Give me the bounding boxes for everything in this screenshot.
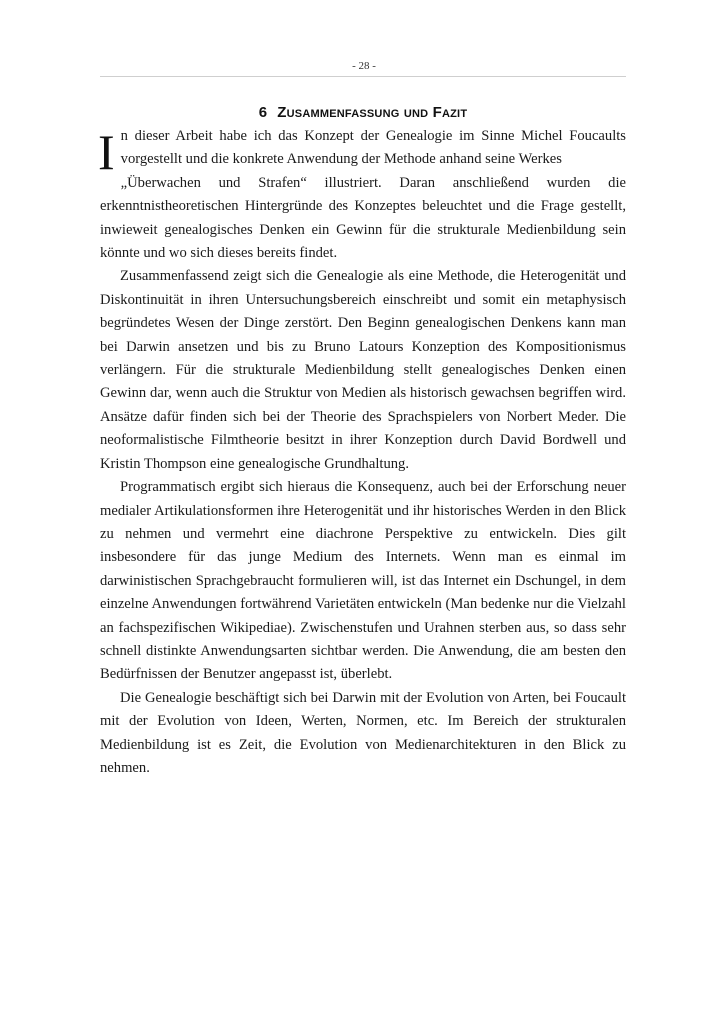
page-number: - 28 - (352, 60, 376, 72)
chapter-heading (100, 104, 626, 121)
paragraph-2: Zusammenfassend zeigt sich die Genealogie als eine Methode, die Heterogenität und Diskontinuität in ihren Untersuchungsbereich einschreibt und somit ein metaphysisch begründetes Wesen der Dinge zerstört. Den Beginn genealogischen Denkens kann man bei Darwin ansetzen und bis zu Bruno Latours Konzeption des Kompositionismus verlängern. Für die strukturale Medienbildung stellt genealogisches Denken einen Gewinn dar, wenn auch die Struktur von Medien als historisch gewachsen begriffen wird. Ansätze dafür finden sich bei der Theorie des Sprachspielers von Norbert Meder. Die neoformalistische Filmtheorie besitzt in ihrer Konzeption durch David Bordwell und Kristin Thompson eine genealogische Grundhaltung. (100, 268, 626, 472)
chapter-number: 6 (258, 104, 268, 121)
drop-cap: I (98, 124, 115, 180)
paragraph-1 (98, 124, 626, 180)
paragraph-1-text-b: erkenntnistheoretischen Hintergründe des Konzeptes beleuchtet und die Frage gestellt, inwieweit genealogisches Denken ein Gewinn für die strukturale Medienbildung sein könnte und wo sich dieses bereits findet. (100, 198, 626, 262)
header-divider (100, 76, 626, 77)
paragraph-1-text-a: n dieser Arbeit habe ich das Konzept der Genealogie im Sinne Michel Foucaults vorgestellt und die konkrete Anwendung der Methode anhand seine Werkes (120, 128, 626, 168)
paragraph-1-spread-line: „Überwachen und Strafen“ illustriert. Daran anschließend wurden die (120, 174, 626, 191)
body-text (100, 125, 626, 780)
chapter-title: Zusammenfassung und Fazit (277, 104, 468, 121)
paragraph-3: Programmatisch ergibt sich hieraus die Konsequenz, auch bei der Erforschung neuer medialer Artikulationsformen ihre Heterogenität und ihr historisches Werden in den Blick zu nehmen und vermehrt eine diachrone Perspektive zu entwickeln. Dies gilt insbesondere für das junge Medium des Internets. Wenn man es einmal im darwinistischen Sprachgebraucht formulieren will, ist das Internet ein Dschungel, in dem einzelne Anwendungen fortwährend Varietäten entwickeln (Man bedenke nur die Vielzahl an fachspezifischen Wikipediae). Zwischenstufen und Urahnen sterben aus, so dass sehr schnell distinkte Anwendungsarten sichtbar werden. Die Anwendung, die am besten den Bedürfnissen der Benutzer angepasst ist, überlebt. (100, 479, 626, 683)
paragraph-4: Die Genealogie beschäftigt sich bei Darwin mit der Evolution von Arten, bei Foucault mit der Evolution von Ideen, Werten, Normen, etc. Im Bereich der strukturalen Medienbildung ist es Zeit, die Evolution von Medienarchitekturen in den Blick zu nehmen. (100, 689, 626, 776)
